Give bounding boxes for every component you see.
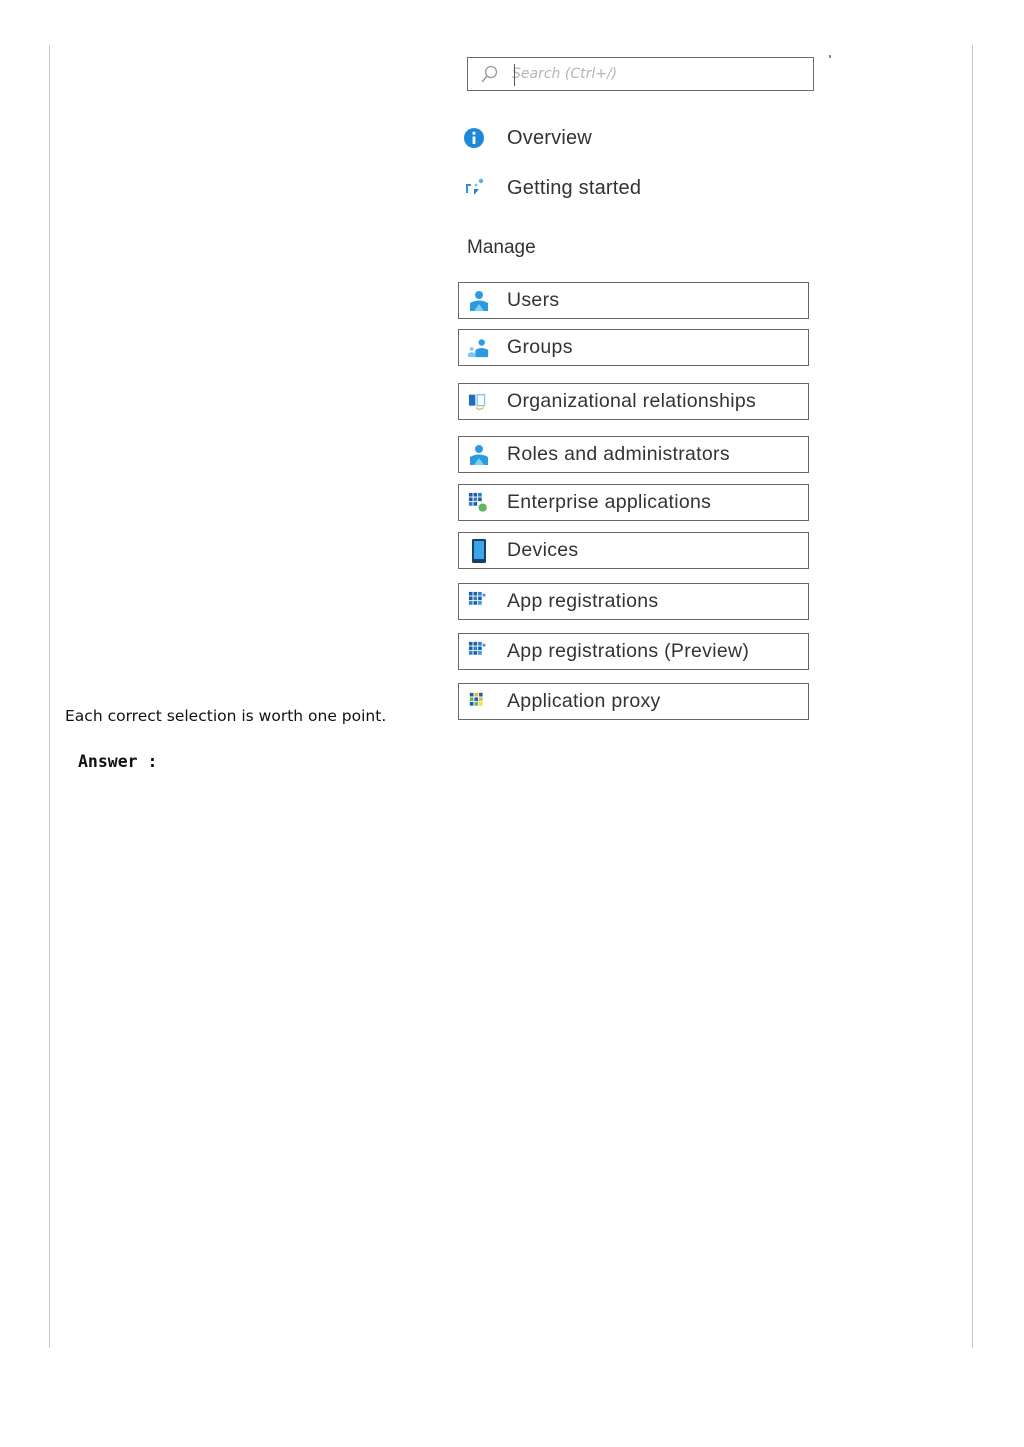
text-caret: [514, 64, 515, 86]
menu-item-label: Groups: [507, 336, 573, 358]
instruction-text: Each correct selection is worth one point.: [65, 707, 387, 725]
info-icon: [462, 126, 486, 150]
menu-item-application-proxy[interactable]: [458, 683, 809, 720]
menu-item-users[interactable]: [458, 282, 809, 319]
menu-item-organizational-relationships[interactable]: [458, 383, 809, 420]
device-icon: [468, 539, 490, 563]
menu-item-label: Users: [507, 289, 560, 311]
menu-item-enterprise-applications[interactable]: [458, 484, 809, 521]
answer-label: Answer :: [78, 752, 158, 771]
menu-item-label: App registrations (Preview): [507, 640, 750, 662]
menu-item-app-registrations[interactable]: [458, 583, 809, 620]
org-relationships-icon: [468, 390, 490, 414]
roles-icon: [468, 443, 490, 467]
menu-item-label: Organizational relationships: [507, 390, 757, 412]
page-border-left: [49, 45, 50, 1348]
user-icon: [468, 289, 490, 313]
app-registrations-icon: [468, 590, 490, 614]
search-box[interactable]: [467, 57, 814, 91]
nav-item-label: Getting started: [507, 176, 642, 199]
stray-mark: [829, 55, 831, 58]
rocket-icon: [462, 176, 486, 200]
groups-icon: [468, 336, 490, 360]
search-input[interactable]: [512, 62, 802, 86]
search-icon: [480, 65, 498, 85]
nav-item-overview[interactable]: [462, 121, 592, 155]
menu-item-label: App registrations: [507, 590, 659, 612]
section-title-manage: Manage: [467, 237, 536, 258]
application-proxy-icon: [468, 690, 490, 714]
nav-item-label: Overview: [507, 126, 592, 149]
menu-item-label: Roles and administrators: [507, 443, 730, 465]
enterprise-apps-icon: [468, 491, 490, 515]
menu-item-roles-and-administrators[interactable]: [458, 436, 809, 473]
menu-item-app-registrations-preview[interactable]: [458, 633, 809, 670]
menu-item-devices[interactable]: [458, 532, 809, 569]
page-border-right: [972, 45, 973, 1348]
menu-item-groups[interactable]: [458, 329, 809, 366]
nav-item-getting-started[interactable]: [462, 171, 641, 205]
menu-item-label: Devices: [507, 539, 579, 561]
app-registrations-preview-icon: [468, 640, 490, 664]
menu-item-label: Enterprise applications: [507, 491, 712, 513]
menu-item-label: Application proxy: [507, 690, 661, 712]
